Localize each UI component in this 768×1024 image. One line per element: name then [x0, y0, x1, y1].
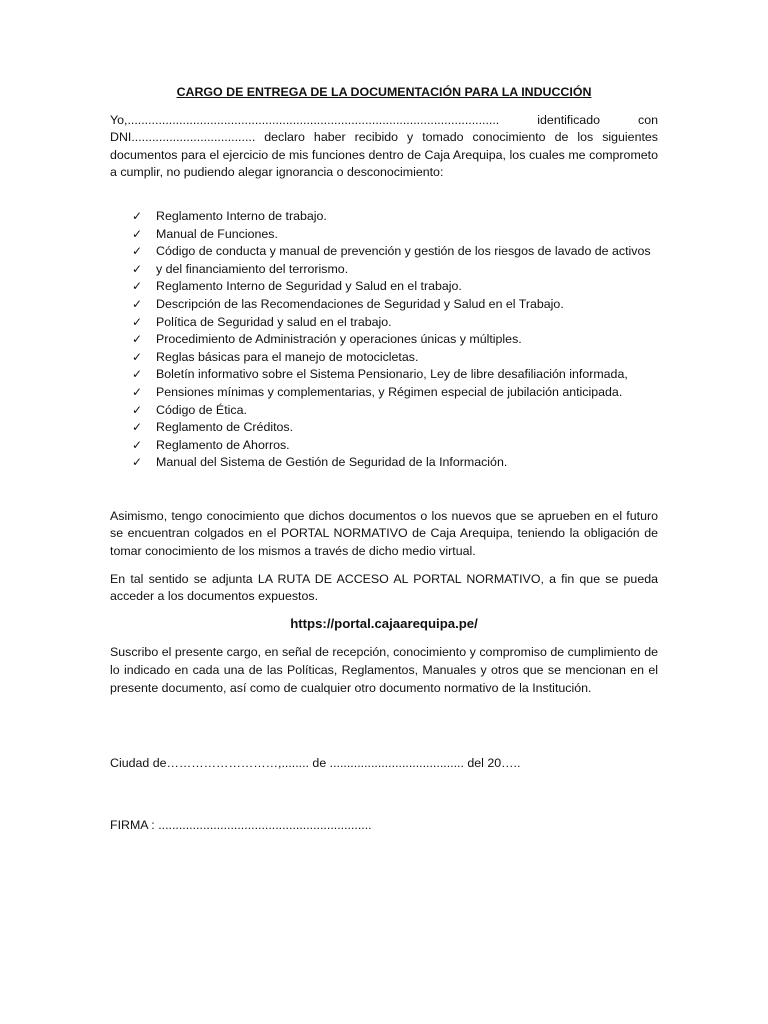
checkmark-icon: ✓ [132, 367, 143, 382]
list-item [132, 278, 658, 296]
checkmark-icon: ✓ [132, 420, 143, 435]
list-item-text: y del financiamiento del terrorismo. [156, 261, 349, 276]
list-item [132, 349, 658, 367]
list-item-text: Código de Ética. [156, 402, 247, 417]
document-title: CARGO DE ENTREGA DE LA DOCUMENTACIÓN PARA LA INDUCCIÓN [176, 85, 592, 99]
list-item-text: Pensiones mínimas y complementarias, y Régimen especial de jubilación anticipada. [156, 384, 623, 399]
list-item-text: Descripción de las Recomendaciones de Seguridad y Salud en el Trabajo. [156, 296, 564, 311]
checkmark-icon: ✓ [132, 455, 143, 470]
list-item-text: Política de Seguridad y salud en el trabajo. [156, 314, 392, 329]
list-item [132, 261, 658, 279]
checkmark-icon: ✓ [132, 261, 143, 276]
list-item-text: Boletín informativo sobre el Sistema Pensionario, Ley de libre desafiliación informada, [156, 367, 628, 382]
checkmark-icon: ✓ [132, 437, 143, 452]
checkmark-icon: ✓ [132, 349, 143, 364]
date-line: Ciudad de………………………,........ de ....................................... del 20….. [110, 756, 521, 771]
list-item [132, 314, 658, 332]
list-item-text: Código de conducta y manual de prevención y gestión de los riesgos de lavado de activos [156, 244, 651, 259]
list-item-text: Reglamento Interno de trabajo. [156, 208, 327, 223]
checkmark-icon: ✓ [132, 208, 143, 223]
checkmark-icon: ✓ [132, 384, 143, 399]
intro-paragraph: Yo,............................................................................................................ identificado con DNI.................................... declaro haber recibido y tomado conocimiento de los siguientes documentos para el ejercicio de mis funciones dentro de Caja Arequipa, los cuales me comprometo a cumplir, no pudiendo alegar ignorancia o desconocimiento: [110, 112, 658, 180]
list-item [132, 331, 658, 349]
list-item [132, 226, 658, 244]
list-item-text: Reglamento Interno de Seguridad y Salud en el trabajo. [156, 279, 462, 294]
checkmark-icon: ✓ [132, 402, 143, 417]
portal-notice-paragraph: Asimismo, tengo conocimiento que dichos documentos o los nuevos que se aprueben en el futuro se encuentran colgados en el PORTAL NORMATIVO de Caja Arequipa, teniendo la obligación de tomar conocimiento de los mismos a través de dicho medio virtual. [110, 508, 658, 559]
list-item [132, 454, 658, 472]
list-item-text: Reglas básicas para el manejo de motocicletas. [156, 349, 419, 364]
document-checklist [110, 208, 658, 472]
list-item [132, 366, 658, 384]
list-item [132, 243, 658, 261]
commitment-paragraph: Suscribo el presente cargo, en señal de recepción, conocimiento y compromiso de cumplimiento de lo indicado en cada una de las Políticas, Reglamentos, Manuales y otros que se mencionan en el presente documento, así como de cualquier otro documento normativo de la Institución. [110, 645, 658, 695]
checkmark-icon: ✓ [132, 332, 143, 347]
list-item [132, 437, 658, 455]
portal-url: https://portal.cajaarequipa.pe/ [290, 615, 478, 631]
list-item [132, 419, 658, 437]
list-item [132, 296, 658, 314]
list-item-text: Manual del Sistema de Gestión de Seguridad de la Información. [156, 455, 508, 470]
list-item-text: Manual de Funciones. [156, 226, 278, 241]
list-item [132, 384, 658, 402]
checkmark-icon: ✓ [132, 279, 143, 294]
checkmark-icon: ✓ [132, 314, 143, 329]
signature-line: FIRMA : .............................................................. [110, 817, 372, 832]
list-item-text: Reglamento de Ahorros. [156, 437, 290, 452]
checkmark-icon: ✓ [132, 244, 143, 259]
access-route-paragraph: En tal sentido se adjunta LA RUTA DE ACCESO AL PORTAL NORMATIVO, a fin que se pueda acceder a los documentos expuestos. [110, 571, 658, 604]
checkmark-icon: ✓ [132, 296, 143, 311]
checkmark-icon: ✓ [132, 226, 143, 241]
list-item-text: Procedimiento de Administración y operaciones únicas y múltiples. [156, 332, 522, 347]
list-item [132, 208, 658, 226]
list-item-text: Reglamento de Créditos. [156, 420, 294, 435]
list-item [132, 402, 658, 420]
